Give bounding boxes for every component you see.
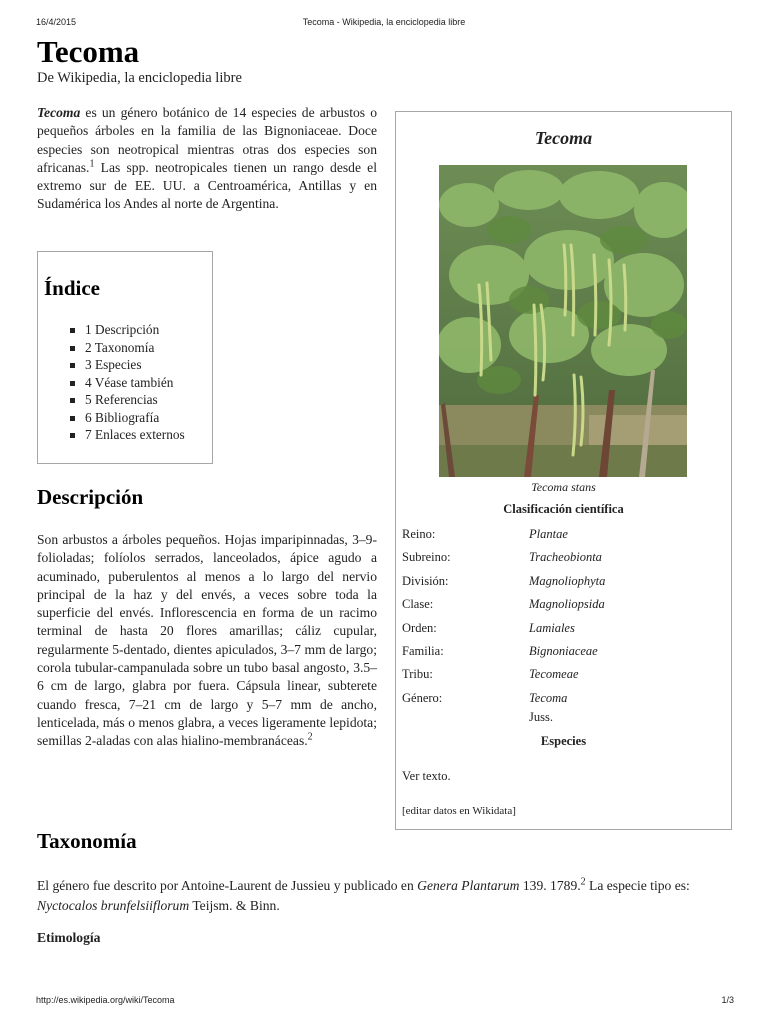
- article-tagline: De Wikipedia, la enciclopedia libre: [37, 70, 242, 86]
- taxobox-key: Tribu:: [402, 667, 433, 681]
- publication-title: Genera Plantarum: [417, 878, 520, 893]
- taxobox-key: Reino:: [402, 527, 436, 541]
- article-title: Tecoma: [37, 34, 140, 69]
- toc-item-descripcion[interactable]: 1 Descripción: [68, 321, 185, 339]
- descripcion-heading: Descripción: [37, 485, 144, 509]
- taxobox-value-genus: Tecoma: [529, 691, 568, 705]
- type-species: Nyctocalos brunfelsiiflorum: [37, 898, 190, 913]
- taxobox-key: Subreino:: [402, 550, 451, 564]
- taxonomia-text-b: 139. 1789.: [519, 878, 581, 893]
- taxobox-value-link[interactable]: Tecomeae: [529, 667, 579, 681]
- intro-term: Tecoma: [37, 105, 81, 120]
- taxonomia-text-a: El género fue descrito por Antoine-Laurent de Jussieu y publicado en: [37, 878, 418, 893]
- toc-item-bibliografia[interactable]: 6 Bibliografía: [68, 409, 185, 427]
- toc-title: Índice: [44, 276, 101, 300]
- species-text: Ver texto.: [402, 769, 451, 783]
- print-url: http://es.wikipedia.org/wiki/Tecoma: [36, 995, 175, 1005]
- genus-authority-link[interactable]: Juss.: [529, 710, 553, 724]
- tecoma-stans-photo[interactable]: [439, 165, 687, 477]
- taxobox-key: Orden:: [402, 621, 437, 635]
- taxobox-key: Clase:: [402, 597, 434, 611]
- species-heading: Especies: [540, 734, 587, 748]
- taxonomia-ref-link[interactable]: 2: [580, 876, 586, 888]
- taxobox-value-link[interactable]: Bignoniaceae: [529, 644, 598, 658]
- toc-list: [68, 321, 185, 444]
- descripcion-ref-link[interactable]: 2: [307, 731, 313, 743]
- print-date: 16/4/2015: [36, 17, 77, 27]
- toc-item-taxonomia[interactable]: 2 Taxonomía: [68, 339, 185, 357]
- print-page-title: Tecoma - Wikipedia, la enciclopedia libre: [302, 17, 466, 27]
- taxobox-value-link[interactable]: Plantae: [529, 527, 568, 541]
- taxobox-title: Tecoma: [534, 128, 593, 148]
- taxobox-value-link[interactable]: Lamiales: [529, 621, 575, 635]
- taxonomia-text-c: La especie tipo es:: [585, 878, 690, 893]
- taxobox-key: División:: [402, 574, 449, 588]
- taxobox-value-link[interactable]: Tracheobionta: [529, 550, 602, 564]
- toc-item-especies[interactable]: 3 Especies: [68, 356, 185, 374]
- intro-paragraph: [37, 104, 377, 214]
- taxonomia-paragraph: [37, 876, 733, 916]
- taxobox-key: Familia:: [402, 644, 444, 658]
- toc-item-enlaces-externos[interactable]: 7 Enlaces externos: [68, 426, 185, 444]
- table-of-contents: [37, 251, 213, 464]
- classification-heading: Clasificación científica: [503, 502, 624, 516]
- intro-text-b: Las spp. neotropicales tienen un rango desde el extremo sur de EE. UU. a Centroamérica, Antillas y en Sudamérica los Andes al norte de Argentina.: [37, 159, 377, 212]
- print-page-number: 1/3: [721, 995, 734, 1005]
- taxobox: [395, 111, 732, 830]
- descripcion-paragraph: [37, 531, 377, 751]
- descripcion-text: Son arbustos a árboles pequeños. Hojas imparipinnadas, 3–9-folioladas; folíolos serrados, lanceolados, ápice agudo a acuminado, puberulentos al menos a lo largo del nervio principal de la haz y del envés, a veces sobre toda la superficie del envés. Inflorescencia en forma de un racimo terminal de hasta 20 flores amarillas; cáliz cupular, regularmente 5-dentado, dientes apiculados, 3–7 mm de largo; corola tubular-campanulada sobre un tubo basal angosto, 3.5–6 cm de largo, glabra por fuera. Cápsula linear, subterete cuando fresca, 7–21 cm de largo y 5–7 mm de ancho, lenticelada, más o menos glabra, a veces ligeramente lepidota; semillas 2-aladas con alas hialino-membranáceas.: [37, 532, 377, 749]
- taxobox-value-link[interactable]: Magnoliophyta: [529, 574, 606, 588]
- taxonomia-heading: Taxonomía: [37, 829, 137, 853]
- toc-item-referencias[interactable]: 5 Referencias: [68, 391, 185, 409]
- edit-wikidata-link[interactable]: [editar datos en Wikidata]: [402, 805, 516, 817]
- image-caption: Tecoma stans: [531, 480, 596, 494]
- etimologia-heading: Etimología: [37, 930, 101, 945]
- taxonomia-text-d: Teijsm. & Binn.: [189, 898, 280, 913]
- taxobox-value-link[interactable]: Magnoliopsida: [529, 597, 605, 611]
- intro-text-a: es un género botánico de 14 especies de arbustos o pequeños árboles en la familia de las Bignoniaceae. Doce especies son neotropical mientras otras dos especies son africanas.: [37, 105, 377, 175]
- intro-ref-link[interactable]: 1: [89, 158, 95, 170]
- taxobox-key: Género:: [402, 691, 443, 705]
- toc-item-vease-tambien[interactable]: 4 Véase también: [68, 374, 185, 392]
